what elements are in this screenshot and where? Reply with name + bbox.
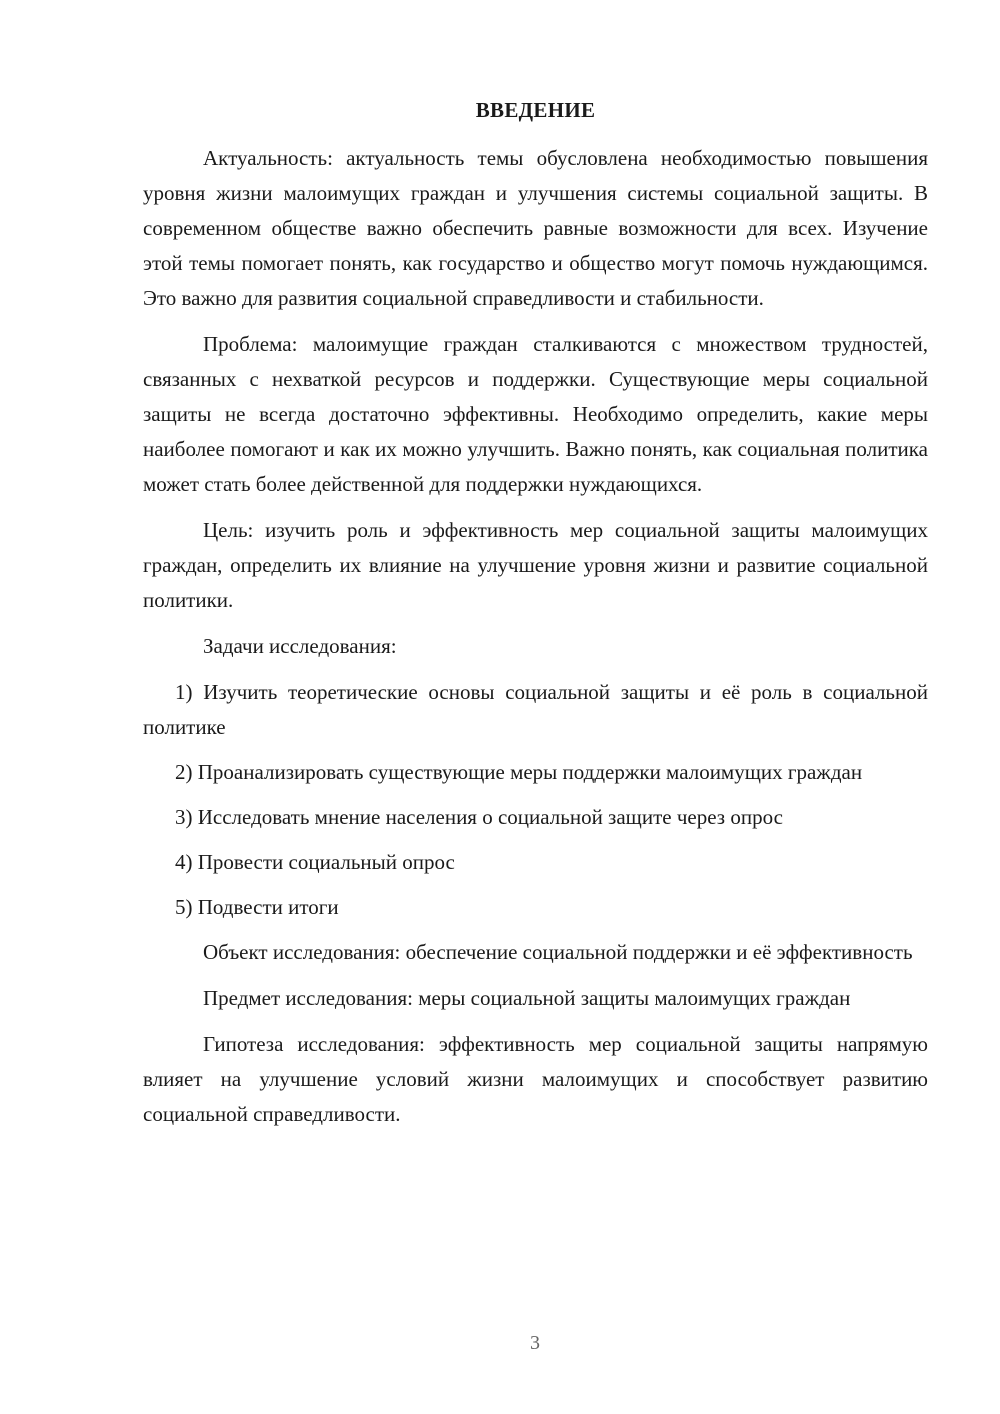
page-number: 3 (530, 1332, 540, 1354)
task-item-3: 3) Исследовать мнение населения о социальной защите через опрос (175, 805, 783, 829)
task-item-1: 1) Изучить теоретические основы социальной защиты и её роль в социальной политике (143, 680, 928, 739)
problem-paragraph: Проблема: малоимущие граждан сталкиваются с множеством трудностей, связанных с нехваткой ресурсов и поддержки. Существующие меры социальной защиты не всегда достаточно эффективны. Необходимо определить, какие меры наиболее помогают и как их можно улучшить. Важно понять, как социальная политика может стать более действенной для поддержки нуждающихся. (143, 332, 928, 496)
task-item-2: 2) Проанализировать существующие меры поддержки малоимущих граждан (175, 760, 863, 784)
object-paragraph: Объект исследования: обеспечение социальной поддержки и её эффективность (203, 940, 913, 964)
subject-paragraph: Предмет исследования: меры социальной защиты малоимущих граждан (203, 986, 851, 1010)
task-item-4: 4) Провести социальный опрос (175, 850, 455, 874)
task-item-5: 5) Подвести итоги (175, 895, 339, 919)
tasks-heading: Задачи исследования: (203, 634, 397, 658)
goal-paragraph: Цель: изучить роль и эффективность мер социальной защиты малоимущих граждан, определить их влияние на улучшение уровня жизни и развитие социальной политики. (143, 518, 928, 612)
hypothesis-paragraph: Гипотеза исследования: эффективность мер социальной защиты напрямую влияет на улучшение условий жизни малоимущих и способствует развитию социальной справедливости. (143, 1032, 928, 1126)
document-page (143, 95, 928, 1143)
relevance-paragraph: Актуальность: актуальность темы обусловлена необходимостью повышения уровня жизни малоимущих граждан и улучшения системы социальной защиты. В современном обществе важно обеспечить равные возможности для всех. Изучение этой темы помогает понять, как государство и общество могут помочь нуждающимся. Это важно для развития социальной справедливости и стабильности. (143, 146, 928, 310)
page-title: ВВЕДЕНИЕ (475, 98, 596, 122)
